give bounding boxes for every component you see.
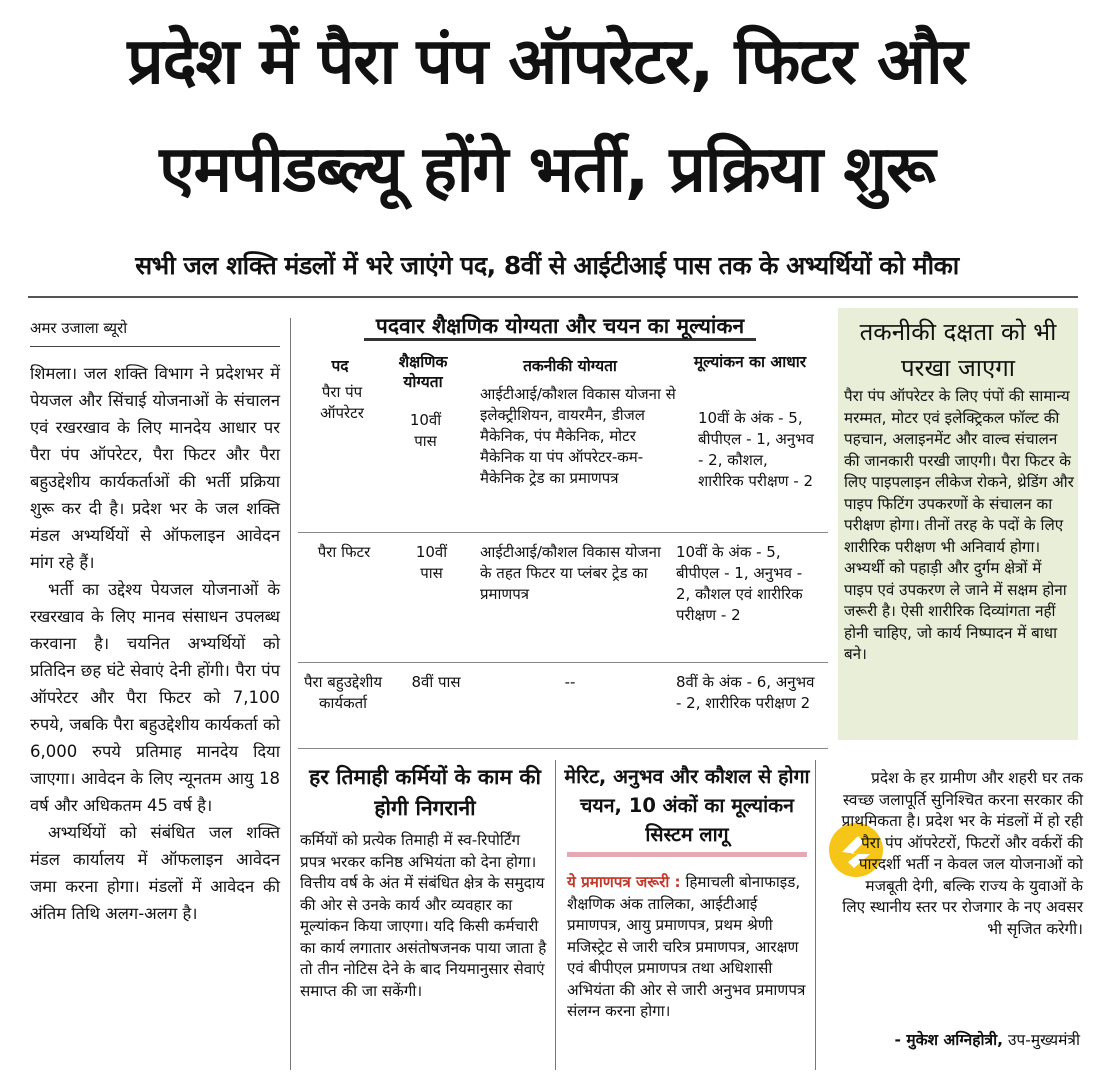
headline-line-2: एमपीडब्ल्यू होंगे भर्ती, प्रक्रिया शुरू — [159, 133, 935, 207]
sidebar-body: पैरा पंप ऑपरेटर के लिए पंपों की सामान्य मरम्मत, मोटर एवं इलेक्ट्रिकल फॉल्ट की पहचान, अलाइनमेंट और वाल्व संचालन की जानकारी परखी जाएगी। पैरा फिटर के लिए पाइपलाइन लीकेज रोकने, थ्रेडिंग और पाइप फिटिंग उपकरणों के संचालन का परीक्षण होगा। तीनों तरह के पदों के लिए शारीरिक परीक्षण भी अनिवार्य होगा। अभ्यर्थी को पहाड़ी और दुर्गम क्षेत्रों में पाइप एवं उपकरण ले जाने में सक्षम होना जरूरी है। ऐसी शारीरिक दिव्यांगता नहीं होनी चाहिए, जो कार्य निष्पादन में बाधा बने। — [844, 387, 1074, 663]
row1-post: पैरा पंप ऑपरेटर — [320, 383, 364, 422]
row1-edu: 10वीं पास — [409, 411, 442, 450]
byline-rule — [30, 346, 280, 347]
section2-title: हर तिमाही कर्मियों के काम की होगी निगरानी — [309, 765, 541, 820]
main-story-p2: भर्ती का उद्देश्य पेयजल योजनाओं के रखरखाव के लिए मानव संसाधन उपलब्ध करवाना है। चयनित अभ्यर्थियों को प्रतिदिन छह घंटे सेवाएं देनी होंगी। पैरा पंप ऑपरेटर और पैरा फिटर को 7,100 रुपये, जबकि पैरा बहुउद्देशीय कार्यकर्ता को 6,000 रुपये प्रतिमाह मानदेय दिया जाएगा। आवेदन के लिए न्यूनतम आयु 18 वर्ष और अधिकतम 45 वर्ष है। — [30, 580, 280, 815]
quote-designation: उप-मुख्यमंत्री — [1007, 1031, 1080, 1049]
row2-tech: आईटीआई/कौशल विकास योजना के तहत फिटर या प्लंबर ट्रेड का प्रमाणपत्र — [480, 543, 661, 603]
row1-eval: 10वीं के अंक - 5, बीपीएल - 1, अनुभव - 2, कौशल, शारीरिक परीक्षण - 2 — [698, 409, 815, 490]
column-divider-1 — [290, 318, 291, 1070]
main-story-p1: शिमला। जल शक्ति विभाग ने प्रदेशभर में पेयजल और सिंचाई योजनाओं के संचालन एवं रखरखाव के लिए मानदेय आधार पर पैरा पंप ऑपरेटर, पैरा फिटर और पैरा बहुउद्देशीय कार्यकर्ताओं की भर्ती प्रक्रिया शुरू कर दी है। प्रदेश भर के जल शक्ति मंडल अभ्यर्थियों से ऑफलाइन आवेदन मांग रहे हैं। — [30, 364, 280, 572]
section3-title: मेरिट, अनुभव और कौशल से होगा चयन, 10 अंकों का मूल्यांकन सिस्टम लागू — [564, 765, 810, 846]
section3-body — [567, 872, 807, 1023]
table-title: पदवार शैक्षणिक योग्यता और चयन का मूल्यांकन — [300, 312, 820, 340]
main-story-p3: अभ्यर्थियों को संबंधित जल शक्ति मंडल कार्यालय में ऑफलाइन आवेदन जमा करना होगा। मंडलों में आवेदन की अंतिम तिथि अलग-अलग है। — [30, 823, 280, 923]
table-row-divider-2 — [298, 662, 828, 663]
row2-post: पैरा फिटर — [317, 543, 371, 561]
section3-accent-bar — [567, 852, 807, 857]
headline-line-1: प्रदेश में पैरा पंप ऑपरेटर, फिटर और — [127, 25, 967, 99]
column-divider-2 — [555, 760, 556, 1070]
quote-attribution — [840, 1028, 1080, 1050]
section2-body: कर्मियों को प्रत्येक तिमाही में स्व-रिपोर्टिंग प्रपत्र भरकर कनिष्ठ अभियंता को देना होगा। वित्तीय वर्ष के अंत में संबंधित क्षेत्र के समुदाय की ओर से उनके कार्य और व्यवहार का मूल्यांकन किया जाएगा। यदि किसी कर्मचारी का कार्य लगातार असंतोषजनक पाया जाता है तो तीन नोटिस देने के बाद नियमानुसार सेवाएं समाप्त की जा सकेंगी। — [300, 831, 547, 1000]
row2-edu: 10वीं पास — [415, 543, 448, 582]
row3-tech: -- — [564, 673, 576, 691]
quote-author: - मुकेश अग्निहोत्री, — [894, 1031, 1003, 1049]
row3-edu: 8वीं पास — [411, 673, 461, 691]
byline: अमर उजाला ब्यूरो — [30, 319, 128, 337]
subheadline: सभी जल शक्ति मंडलों में भरे जाएंगे पद, 8वीं से आईटीआई पास तक के अभ्यर्थियों को मौका — [135, 251, 959, 280]
quote-text: प्रदेश के हर ग्रामीण और शहरी घर तक स्वच्छ जलापूर्ति सुनिश्चित करना सरकार की प्राथमिकता है। प्रदेश भर के मंडलों में हो रही पैरा पंप ऑपरेटरों, फिटरों और वर्करों की पारदर्शी भर्ती न केवल जल योजनाओं को मजबूती देगी, बल्कि राज्य के युवाओं के लिए स्थानीय स्तर पर रोजगार के नए अवसर भी सृजित करेगी। — [841, 769, 1083, 938]
table-header-tech: तकनीकी योग्यता — [523, 357, 617, 375]
row3-eval: 8वीं के अंक - 6, अनुभव - 2, शारीरिक परीक्षण 2 — [676, 673, 815, 712]
table-header-eval: मूल्यांकन का आधार — [693, 353, 807, 371]
section3-text: हिमाचली बोनाफाइड, शैक्षणिक अंक तालिका, आईटीआई प्रमाणपत्र, आयु प्रमाणपत्र, प्रथम श्रेणी मजिस्ट्रेट से जारी चरित्र प्रमाणपत्र, आरक्षण एवं बीपीएल प्रमाणपत्र तथा अधिशासी अभियंता की ओर से जारी अनुभव प्रमाणपत्र संलग्न करना होगा। — [567, 873, 806, 1020]
row3-post: पैरा बहुउद्देशीय कार्यकर्ता — [303, 673, 383, 712]
table-bottom-rule — [298, 748, 828, 749]
main-story — [30, 360, 280, 927]
row1-tech: आईटीआई/कौशल विकास योजना से इलेक्ट्रीशियन, वायरमैन, डीजल मैकेनिक, पंप मैकेनिक, मोटर मैकेनिक या पंप ऑपरेटर-कम-मैकेनिक ट्रेड का प्रमाणपत्र — [480, 385, 676, 487]
table-row-divider-1 — [298, 532, 828, 533]
section3-highlight: ये प्रमाणपत्र जरूरी : — [567, 873, 681, 891]
column-divider-3 — [815, 760, 816, 1070]
top-rule — [28, 296, 1078, 298]
table-header-edu: शैक्षणिक योग्यता — [398, 353, 448, 391]
sidebar-title: तकनीकी दक्षता को भी परखा जाएगा — [859, 318, 1057, 382]
table-header-post: पद — [331, 357, 349, 375]
row2-eval: 10वीं के अंक - 5, बीपीएल - 1, अनुभव - 2, कौशल एवं शारीरिक परीक्षण - 2 — [676, 543, 803, 624]
